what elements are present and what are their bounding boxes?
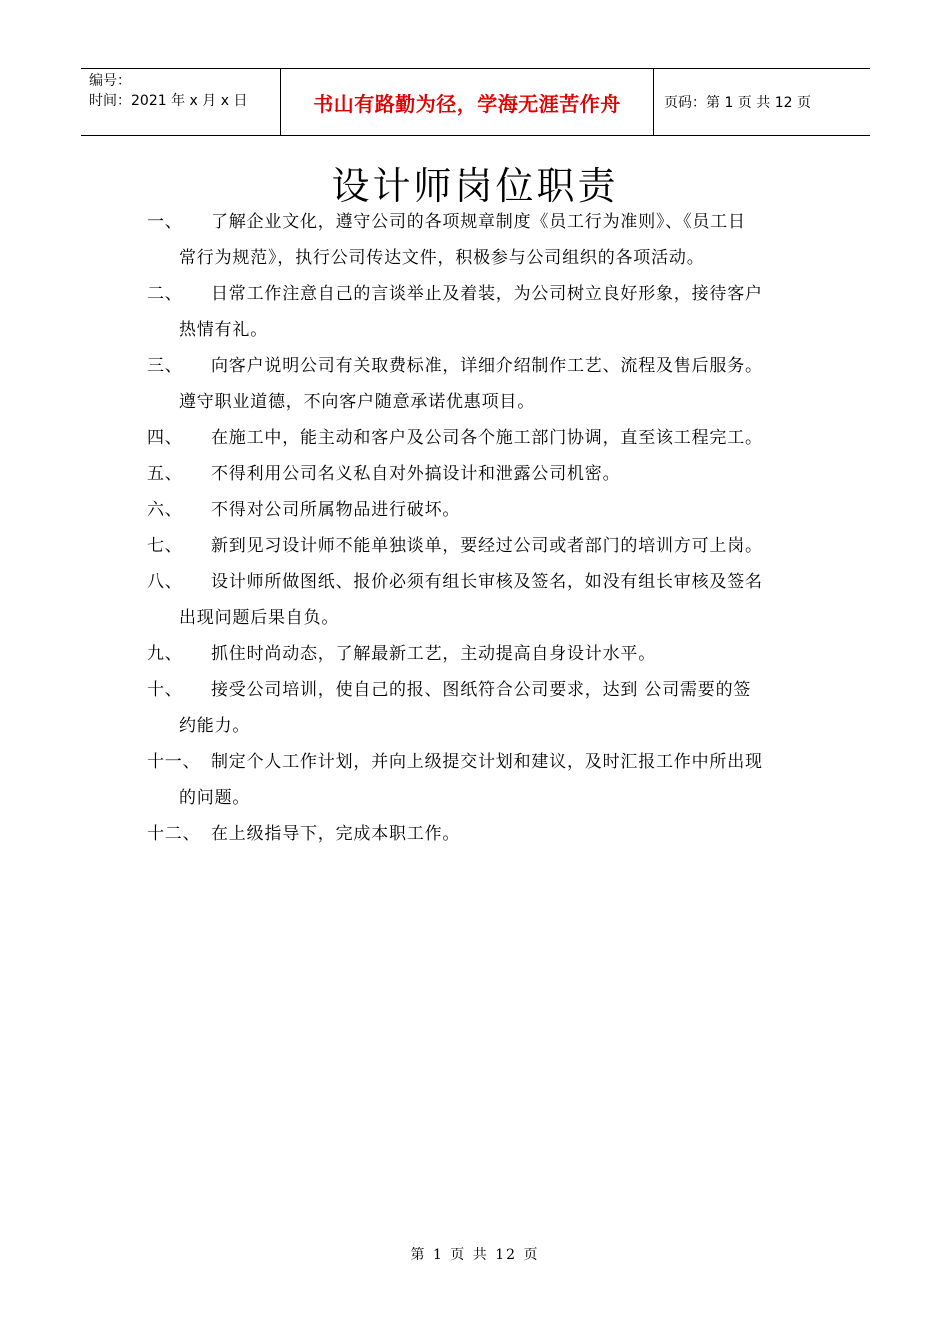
header-motto-cell xyxy=(281,69,654,135)
list-item-text: 抓住时尚动态，了解最新工艺，主动提高自身设计水平。 xyxy=(211,644,656,664)
list-item xyxy=(147,744,817,816)
page-title: 设计师岗位职责 xyxy=(331,164,619,208)
list-item xyxy=(147,528,817,564)
list-item xyxy=(147,816,817,852)
list-item-text-continued: 出现问题后果自负。 xyxy=(179,608,340,628)
header-page-cell xyxy=(654,69,870,135)
list-item xyxy=(147,348,817,420)
list-item-number: 五、 xyxy=(147,464,183,484)
list-item-number: 三、 xyxy=(147,356,183,376)
list-item-text: 向客户说明公司有关取费标准，详细介绍制作工艺、流程及售后服务。 xyxy=(211,356,763,376)
list-item-text: 新到见习设计师不能单独谈单，要经过公司或者部门的培训方可上岗。 xyxy=(211,536,763,556)
header-page-info: 页码：第 1 页 共 12 页 xyxy=(664,95,811,111)
header-meta-cell xyxy=(81,69,281,135)
list-item-number: 十、 xyxy=(147,680,183,700)
list-item-number: 十二、 xyxy=(147,824,201,844)
list-item-number: 七、 xyxy=(147,536,183,556)
list-item xyxy=(147,276,817,348)
header-motto: 书山有路勤为径，学海无涯苦作舟 xyxy=(313,91,621,116)
list-item-text: 制定个人工作计划，并向上级提交计划和建议，及时汇报工作中所出现 xyxy=(211,752,763,772)
list-item-text: 日常工作注意自己的言谈举止及着装，为公司树立良好形象，接待客户 xyxy=(211,284,763,304)
list-item-text: 接受公司培训，使自己的报、图纸符合公司要求，达到 公司需要的签 xyxy=(211,680,752,700)
list-item-text: 不得利用公司名义私自对外搞设计和泄露公司机密。 xyxy=(211,464,621,484)
time-label: 时间：2021 年 x 月 x 日 xyxy=(89,93,248,109)
list-item-number: 六、 xyxy=(147,500,183,520)
list-item-number: 二、 xyxy=(147,284,183,304)
list-item xyxy=(147,420,817,456)
list-item xyxy=(147,564,817,636)
list-item-text: 设计师所做图纸、报价必须有组长审核及签名，如没有组长审核及签名 xyxy=(211,572,763,592)
list-item-text-continued: 约能力。 xyxy=(179,716,251,736)
number-label: 编号： xyxy=(89,73,131,89)
list-item-number: 十一、 xyxy=(147,752,201,772)
list-item-text: 在上级指导下，完成本职工作。 xyxy=(211,824,461,844)
list-item-text: 了解企业文化，遵守公司的各项规章制度《员工行为准则》、《员工日 xyxy=(211,212,746,232)
list-item-text-continued: 热情有礼。 xyxy=(179,320,268,340)
list-item xyxy=(147,636,817,672)
list-item-text-continued: 的问题。 xyxy=(179,788,251,808)
list-item-number: 八、 xyxy=(147,572,183,592)
list-item-number: 一、 xyxy=(147,212,183,232)
list-item xyxy=(147,204,817,276)
list-item-number: 九、 xyxy=(147,644,183,664)
document-header xyxy=(81,68,870,136)
page-footer: 第 1 页 共 12 页 xyxy=(410,1247,540,1263)
list-item xyxy=(147,672,817,744)
duty-list xyxy=(147,204,817,852)
list-item-text-continued: 遵守职业道德，不向客户随意承诺优惠项目。 xyxy=(179,392,535,412)
list-item-number: 四、 xyxy=(147,428,183,448)
list-item-text: 在施工中，能主动和客户及公司各个施工部门协调，直至该工程完工。 xyxy=(211,428,763,448)
list-item xyxy=(147,456,817,492)
list-item xyxy=(147,492,817,528)
list-item-text-continued: 常行为规范》，执行公司传达文件，积极参与公司组织的各项活动。 xyxy=(179,248,705,268)
list-item-text: 不得对公司所属物品进行破坏。 xyxy=(211,500,461,520)
